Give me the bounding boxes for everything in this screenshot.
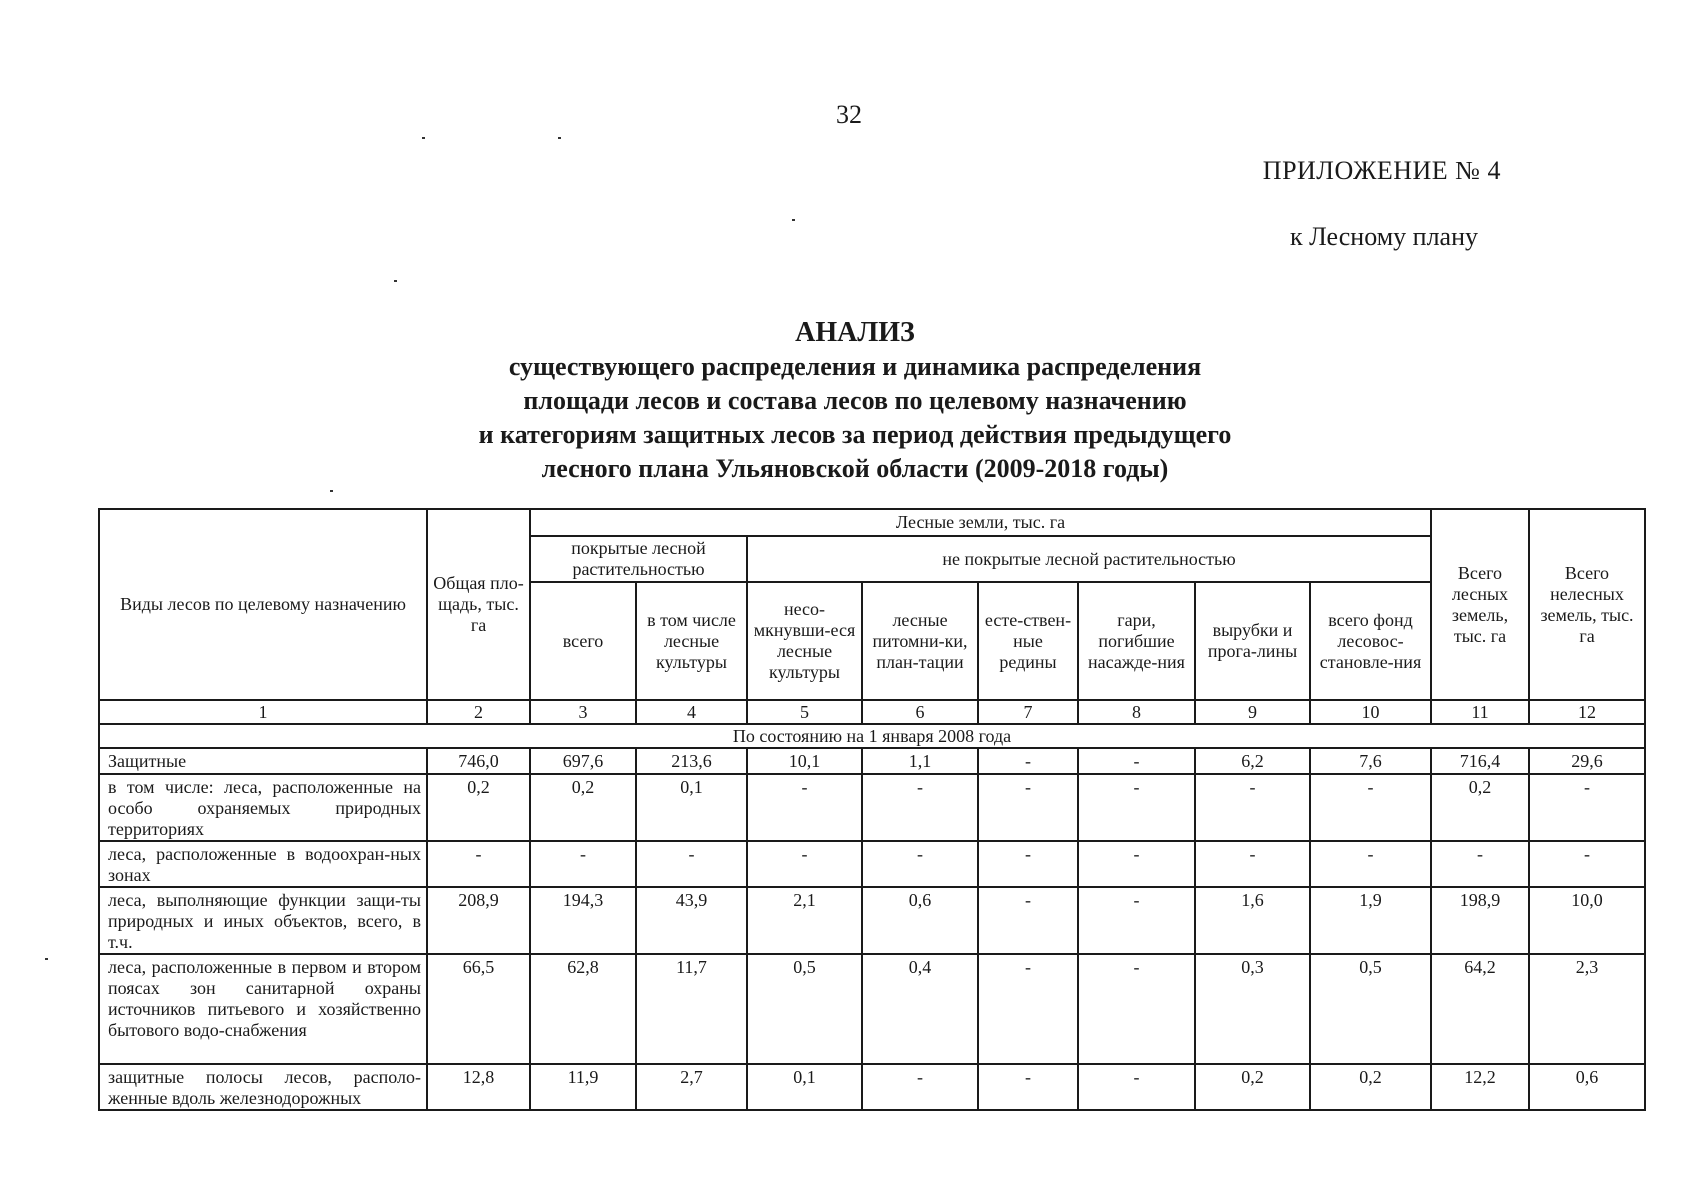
table-cell: 66,5 xyxy=(427,954,530,1064)
table-cell: - xyxy=(1310,774,1431,841)
table-cell: 62,8 xyxy=(530,954,636,1064)
row-label: леса, выполняющие функции защи-ты природных и иных объектов, всего, в т.ч. xyxy=(99,887,427,954)
scan-speck xyxy=(45,958,48,960)
scan-speck xyxy=(792,219,795,221)
appendix-subtitle: к Лесному плану xyxy=(1289,222,1478,251)
column-number: 4 xyxy=(636,700,747,724)
table-cell: 1,6 xyxy=(1195,887,1310,954)
column-numbers-row xyxy=(99,700,1645,724)
table-cell: 2,7 xyxy=(636,1064,747,1110)
table-cell: - xyxy=(978,774,1078,841)
table-row xyxy=(99,841,1645,887)
column-number: 8 xyxy=(1078,700,1195,724)
table-cell: - xyxy=(862,1064,978,1110)
table-cell: - xyxy=(1078,887,1195,954)
table-cell: - xyxy=(1078,841,1195,887)
analysis-table xyxy=(98,508,1646,1111)
table-row xyxy=(99,954,1645,1064)
section-row xyxy=(99,724,1645,748)
table-cell: - xyxy=(862,841,978,887)
scan-speck xyxy=(422,137,425,139)
row-label: леса, расположенные в первом и втором поясах зон санитарной охраны источников питьевого и хозяйственно бытового водо-снабжения xyxy=(99,954,427,1064)
table-cell: 1,1 xyxy=(862,748,978,774)
header-covered: покрытые лесной растительностью xyxy=(530,536,747,582)
table-cell: 0,5 xyxy=(1310,954,1431,1064)
table-cell: - xyxy=(978,748,1078,774)
table-cell: - xyxy=(978,841,1078,887)
table-cell: 6,2 xyxy=(1195,748,1310,774)
header-total-area: Общая пло-щадь, тыс. га xyxy=(427,509,530,700)
appendix-title: ПРИЛОЖЕНИЕ № 4 xyxy=(1262,156,1501,185)
table-cell: 213,6 xyxy=(636,748,747,774)
table-row xyxy=(99,774,1645,841)
title-line-1: АНАЛИЗ xyxy=(795,317,915,348)
header-unclosed-cultures: несо-мкнувши-еся лесные культуры xyxy=(747,582,862,700)
table-cell: 0,2 xyxy=(530,774,636,841)
table-cell: 2,1 xyxy=(747,887,862,954)
column-number: 1 xyxy=(99,700,427,724)
table-cell: - xyxy=(1431,841,1529,887)
table-cell: 194,3 xyxy=(530,887,636,954)
table-cell: - xyxy=(636,841,747,887)
table-cell: 11,9 xyxy=(530,1064,636,1110)
table-cell: 12,2 xyxy=(1431,1064,1529,1110)
header-clearings: вырубки и прога-лины xyxy=(1195,582,1310,700)
table-cell: 10,1 xyxy=(747,748,862,774)
scan-speck xyxy=(330,490,333,492)
table-cell: - xyxy=(1078,774,1195,841)
table-cell: 0,2 xyxy=(427,774,530,841)
page-number: 32 xyxy=(836,100,862,129)
table-cell: - xyxy=(978,887,1078,954)
column-number: 11 xyxy=(1431,700,1529,724)
table-cell: 198,9 xyxy=(1431,887,1529,954)
table-cell: - xyxy=(1310,841,1431,887)
table-cell: - xyxy=(1078,1064,1195,1110)
column-number: 6 xyxy=(862,700,978,724)
column-number: 9 xyxy=(1195,700,1310,724)
header-total-forest-lands: Всего лесных земель, тыс. га xyxy=(1431,509,1529,700)
table-cell: 0,6 xyxy=(1529,1064,1645,1110)
table-cell: 0,2 xyxy=(1431,774,1529,841)
header-total-nonforest-lands: Всего нелесных земель, тыс. га xyxy=(1529,509,1645,700)
column-number: 3 xyxy=(530,700,636,724)
table-cell: - xyxy=(427,841,530,887)
header-sparse: есте-ствен-ные редины xyxy=(978,582,1078,700)
table-cell: 2,3 xyxy=(1529,954,1645,1064)
table-cell: 0,3 xyxy=(1195,954,1310,1064)
header-forest-lands: Лесные земли, тыс. га xyxy=(530,509,1431,536)
header-incl-cultures: в том числе лесные культуры xyxy=(636,582,747,700)
header-not-covered: не покрытые лесной растительностью xyxy=(747,536,1431,582)
title-line-2: существующего распределения и динамика распределения xyxy=(508,352,1202,381)
data-rows xyxy=(99,748,1645,1110)
title-line-5: лесного плана Ульяновской области (2009-2018 годы) xyxy=(541,454,1169,483)
section-label: По состоянию на 1 января 2008 года xyxy=(99,724,1645,748)
header-reforestation: всего фонд лесовос-становле-ния xyxy=(1310,582,1431,700)
table-cell: 0,5 xyxy=(747,954,862,1064)
table-cell: 29,6 xyxy=(1529,748,1645,774)
header-covered-total: всего xyxy=(530,582,636,700)
table-cell: 0,1 xyxy=(636,774,747,841)
table-row xyxy=(99,748,1645,774)
table-row xyxy=(99,887,1645,954)
table-cell: - xyxy=(1195,774,1310,841)
scan-speck xyxy=(394,280,397,282)
table-cell: 64,2 xyxy=(1431,954,1529,1064)
header-burned: гари, погибшие насажде-ния xyxy=(1078,582,1195,700)
table-cell: 0,4 xyxy=(862,954,978,1064)
table-cell: 746,0 xyxy=(427,748,530,774)
column-number: 2 xyxy=(427,700,530,724)
table-cell: - xyxy=(747,841,862,887)
table-cell: - xyxy=(1529,774,1645,841)
table-cell: 7,6 xyxy=(1310,748,1431,774)
document-title xyxy=(330,316,1380,486)
table-cell: 43,9 xyxy=(636,887,747,954)
row-label: защитные полосы лесов, располо-женные вдоль железнодорожных xyxy=(99,1064,427,1110)
table-cell: - xyxy=(862,774,978,841)
table-cell: - xyxy=(747,774,862,841)
title-line-3: площади лесов и состава лесов по целевому назначению xyxy=(523,386,1187,415)
table-cell: 0,2 xyxy=(1195,1064,1310,1110)
table-cell: 0,1 xyxy=(747,1064,862,1110)
table-row xyxy=(99,1064,1645,1110)
table-cell: 1,9 xyxy=(1310,887,1431,954)
title-line-4: и категориям защитных лесов за период действия предыдущего xyxy=(478,420,1232,449)
table-cell: - xyxy=(1529,841,1645,887)
table-cell: 10,0 xyxy=(1529,887,1645,954)
table-cell: 208,9 xyxy=(427,887,530,954)
column-number: 12 xyxy=(1529,700,1645,724)
row-label: в том числе: леса, расположенные на особо охраняемых природных территориях xyxy=(99,774,427,841)
table-cell: 0,6 xyxy=(862,887,978,954)
table-cell: - xyxy=(1078,748,1195,774)
column-number: 7 xyxy=(978,700,1078,724)
table-cell: 716,4 xyxy=(1431,748,1529,774)
row-label: леса, расположенные в водоохран-ных зонах xyxy=(99,841,427,887)
table-cell: 12,8 xyxy=(427,1064,530,1110)
table-cell: 697,6 xyxy=(530,748,636,774)
header-forest-type: Виды лесов по целевому назначению xyxy=(99,509,427,700)
table-cell: - xyxy=(1195,841,1310,887)
table-cell: 11,7 xyxy=(636,954,747,1064)
scan-speck xyxy=(558,137,561,139)
table-cell: 0,2 xyxy=(1310,1064,1431,1110)
table-cell: - xyxy=(978,1064,1078,1110)
table-cell: - xyxy=(1078,954,1195,1064)
header-nurseries: лесные питомни-ки, план-тации xyxy=(862,582,978,700)
table-cell: - xyxy=(530,841,636,887)
column-number: 5 xyxy=(747,700,862,724)
column-number: 10 xyxy=(1310,700,1431,724)
table-cell: - xyxy=(978,954,1078,1064)
row-label: Защитные xyxy=(99,748,427,774)
